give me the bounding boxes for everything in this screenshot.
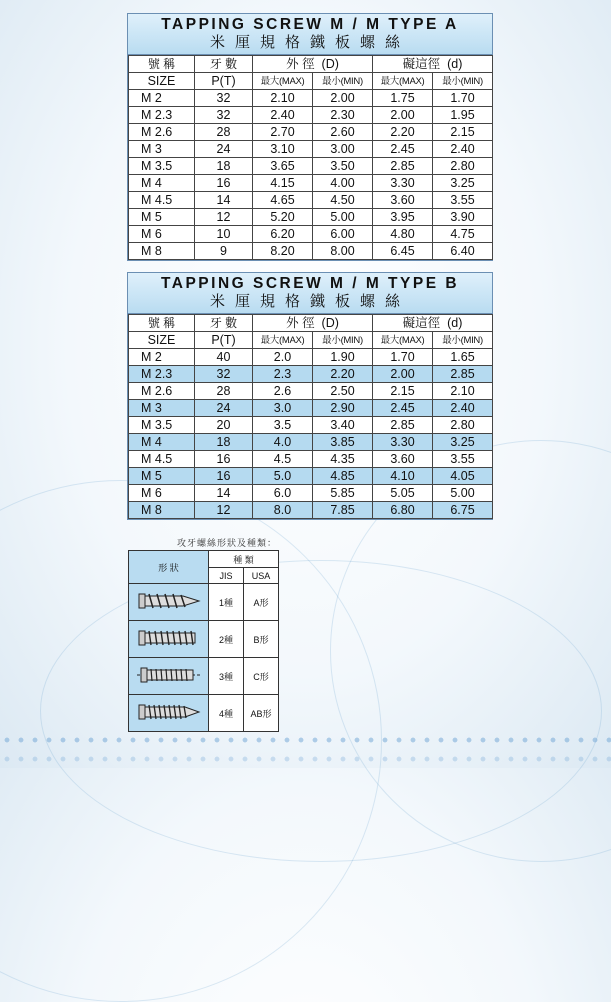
- jis-type-1: 1種: [209, 584, 244, 621]
- jis-type-4: 4種: [209, 695, 244, 732]
- size-cell: M 2.3: [129, 366, 195, 383]
- pitch-cell: 18: [195, 434, 253, 451]
- size-cell: M 4.5: [129, 192, 195, 209]
- table-row: [129, 349, 493, 366]
- pitch-cell: 32: [195, 90, 253, 107]
- size-cell: M 6: [129, 226, 195, 243]
- root-max-cell: 2.85: [373, 417, 433, 434]
- outer-max-cell: 5.0: [253, 468, 313, 485]
- screw-type-1-cell: [129, 584, 209, 621]
- size-header-zh: 號 稱: [129, 56, 195, 73]
- shape-header-row-1: [129, 551, 279, 568]
- type-a-table: [128, 55, 493, 260]
- root-max-cell: 4.80: [373, 226, 433, 243]
- root-min-cell: 1.70: [433, 90, 493, 107]
- type-a-title-en: TAPPING SCREW M / M TYPE A: [161, 16, 459, 33]
- table-row: [129, 383, 493, 400]
- pitch-cell: 24: [195, 400, 253, 417]
- root-min-cell: 2.85: [433, 366, 493, 383]
- pitch-header-en: P(T): [195, 73, 253, 90]
- size-cell: M 8: [129, 243, 195, 260]
- root-max-cell: 2.45: [373, 141, 433, 158]
- outer-min-header: 最小(MIN): [313, 332, 373, 349]
- type-a-title-block: [128, 14, 492, 55]
- root-max-cell: 2.00: [373, 366, 433, 383]
- root-diameter-symbol: (d): [447, 315, 463, 330]
- root-max-cell: 3.30: [373, 434, 433, 451]
- pitch-cell: 9: [195, 243, 253, 260]
- shape-note: 攻牙螺絲形狀及種類：: [177, 538, 278, 548]
- outer-min-cell: 8.00: [313, 243, 373, 260]
- outer-diameter-header: [253, 56, 373, 73]
- outer-min-cell: 6.00: [313, 226, 373, 243]
- kind-header: 種 類: [209, 551, 279, 568]
- usa-type-1: A形: [244, 584, 279, 621]
- size-cell: M 3: [129, 400, 195, 417]
- size-cell: M 5: [129, 468, 195, 485]
- table-row: [129, 226, 493, 243]
- outer-diameter-zh: 外 徑: [286, 315, 315, 330]
- pitch-cell: 28: [195, 383, 253, 400]
- outer-max-cell: 4.15: [253, 175, 313, 192]
- size-cell: M 2: [129, 90, 195, 107]
- root-min-header: 最小(MIN): [433, 332, 493, 349]
- size-cell: M 2.6: [129, 124, 195, 141]
- outer-min-cell: 2.50: [313, 383, 373, 400]
- size-cell: M 3.5: [129, 158, 195, 175]
- pitch-header-zh: 牙 數: [195, 56, 253, 73]
- header-row-2: [129, 73, 493, 90]
- size-cell: M 4.5: [129, 451, 195, 468]
- size-cell: M 5: [129, 209, 195, 226]
- outer-max-cell: 4.0: [253, 434, 313, 451]
- size-cell: M 8: [129, 502, 195, 519]
- root-max-header: 最大(MAX): [373, 73, 433, 90]
- table-row: [129, 192, 493, 209]
- outer-min-cell: 2.20: [313, 366, 373, 383]
- pitch-cell: 16: [195, 451, 253, 468]
- pitch-cell: 16: [195, 468, 253, 485]
- root-min-cell: 6.40: [433, 243, 493, 260]
- type-b-title-en: TAPPING SCREW M / M TYPE B: [160, 275, 460, 292]
- pitch-cell: 24: [195, 141, 253, 158]
- background-dots: [0, 733, 611, 747]
- root-min-cell: 5.00: [433, 485, 493, 502]
- root-diameter-zh: 礙這徑: [402, 315, 441, 330]
- screw-type-2-cell: [129, 621, 209, 658]
- root-diameter-header: [373, 56, 493, 73]
- outer-min-cell: 3.50: [313, 158, 373, 175]
- table-row: [129, 400, 493, 417]
- size-cell: M 3: [129, 141, 195, 158]
- outer-max-cell: 3.10: [253, 141, 313, 158]
- root-max-cell: 2.85: [373, 158, 433, 175]
- outer-max-cell: 2.10: [253, 90, 313, 107]
- outer-max-cell: 3.0: [253, 400, 313, 417]
- outer-min-cell: 1.90: [313, 349, 373, 366]
- pitch-cell: 32: [195, 107, 253, 124]
- type-b-table: [128, 314, 493, 519]
- root-min-cell: 4.75: [433, 226, 493, 243]
- pitch-header-zh: 牙 數: [195, 315, 253, 332]
- pitch-cell: 28: [195, 124, 253, 141]
- root-max-cell: 2.00: [373, 107, 433, 124]
- pitch-cell: 14: [195, 192, 253, 209]
- outer-max-cell: 6.20: [253, 226, 313, 243]
- table-row: [129, 243, 493, 260]
- screw-type-3-cell: [129, 658, 209, 695]
- pitch-header-en: P(T): [195, 332, 253, 349]
- table-row: [129, 468, 493, 485]
- outer-diameter-symbol: (D): [321, 315, 339, 330]
- outer-max-cell: 2.40: [253, 107, 313, 124]
- table-row: [129, 485, 493, 502]
- table-row: [129, 209, 493, 226]
- root-max-cell: 4.10: [373, 468, 433, 485]
- outer-max-cell: 2.3: [253, 366, 313, 383]
- root-max-cell: 2.20: [373, 124, 433, 141]
- size-header-en: SIZE: [129, 332, 195, 349]
- outer-min-header: 最小(MIN): [313, 73, 373, 90]
- outer-min-cell: 5.00: [313, 209, 373, 226]
- root-min-cell: 3.25: [433, 434, 493, 451]
- root-diameter-header: [373, 315, 493, 332]
- outer-min-cell: 2.90: [313, 400, 373, 417]
- pitch-cell: 12: [195, 502, 253, 519]
- root-min-cell: 4.05: [433, 468, 493, 485]
- outer-max-header: 最大(MAX): [253, 73, 313, 90]
- outer-min-cell: 7.85: [313, 502, 373, 519]
- header-row-1: [129, 315, 493, 332]
- root-min-cell: 3.25: [433, 175, 493, 192]
- outer-min-cell: 2.30: [313, 107, 373, 124]
- table-row: [129, 107, 493, 124]
- usa-type-4: AB形: [244, 695, 279, 732]
- type-a-title-zh: 米厘規格鐵板螺絲: [209, 34, 410, 51]
- size-cell: M 4: [129, 434, 195, 451]
- root-max-cell: 6.45: [373, 243, 433, 260]
- size-cell: M 3.5: [129, 417, 195, 434]
- outer-diameter-symbol: (D): [321, 56, 339, 71]
- jis-type-3: 3種: [209, 658, 244, 695]
- pitch-cell: 14: [195, 485, 253, 502]
- screw-type-2-icon: [137, 627, 201, 649]
- header-row-2: [129, 332, 493, 349]
- root-max-cell: 1.70: [373, 349, 433, 366]
- outer-max-cell: 8.20: [253, 243, 313, 260]
- root-max-cell: 3.95: [373, 209, 433, 226]
- outer-diameter-zh: 外 徑: [286, 56, 315, 71]
- jis-type-2: 2種: [209, 621, 244, 658]
- root-max-cell: 5.05: [373, 485, 433, 502]
- root-diameter-symbol: (d): [447, 56, 463, 71]
- outer-min-cell: 2.00: [313, 90, 373, 107]
- root-min-cell: 1.95: [433, 107, 493, 124]
- pitch-cell: 16: [195, 175, 253, 192]
- usa-type-2: B形: [244, 621, 279, 658]
- pitch-cell: 40: [195, 349, 253, 366]
- pitch-cell: 10: [195, 226, 253, 243]
- root-max-header: 最大(MAX): [373, 332, 433, 349]
- table-row: [129, 124, 493, 141]
- outer-min-cell: 4.35: [313, 451, 373, 468]
- outer-max-cell: 2.6: [253, 383, 313, 400]
- pitch-cell: 20: [195, 417, 253, 434]
- root-min-cell: 2.80: [433, 417, 493, 434]
- outer-max-cell: 4.65: [253, 192, 313, 209]
- pitch-cell: 32: [195, 366, 253, 383]
- screw-type-4-cell: [129, 695, 209, 732]
- outer-max-cell: 4.5: [253, 451, 313, 468]
- outer-min-cell: 4.50: [313, 192, 373, 209]
- jis-header: JIS: [209, 568, 244, 584]
- root-max-cell: 2.15: [373, 383, 433, 400]
- outer-min-cell: 3.85: [313, 434, 373, 451]
- root-min-cell: 2.10: [433, 383, 493, 400]
- type-b-title-zh: 米厘規格鐵板螺絲: [209, 293, 410, 310]
- table-row: [129, 417, 493, 434]
- root-min-cell: 3.90: [433, 209, 493, 226]
- root-max-cell: 3.30: [373, 175, 433, 192]
- root-max-cell: 3.60: [373, 451, 433, 468]
- shape-row: [129, 658, 279, 695]
- usa-header: USA: [244, 568, 279, 584]
- size-cell: M 2.6: [129, 383, 195, 400]
- table-row: [129, 90, 493, 107]
- root-max-cell: 6.80: [373, 502, 433, 519]
- shape-row: [129, 621, 279, 658]
- root-min-cell: 3.55: [433, 451, 493, 468]
- root-min-cell: 3.55: [433, 192, 493, 209]
- pitch-cell: 18: [195, 158, 253, 175]
- root-min-cell: 2.80: [433, 158, 493, 175]
- shape-header: 形 狀: [129, 551, 209, 584]
- size-header-zh: 號 稱: [129, 315, 195, 332]
- screw-type-3-icon: [137, 664, 201, 686]
- outer-max-cell: 8.0: [253, 502, 313, 519]
- outer-max-cell: 2.70: [253, 124, 313, 141]
- size-header-en: SIZE: [129, 73, 195, 90]
- outer-max-cell: 3.65: [253, 158, 313, 175]
- size-cell: M 4: [129, 175, 195, 192]
- table-row: [129, 366, 493, 383]
- outer-max-header: 最大(MAX): [253, 332, 313, 349]
- root-max-cell: 1.75: [373, 90, 433, 107]
- header-row-1: [129, 56, 493, 73]
- root-min-cell: 2.40: [433, 141, 493, 158]
- root-min-cell: 1.65: [433, 349, 493, 366]
- table-row: [129, 451, 493, 468]
- background-dots: [0, 752, 611, 766]
- outer-min-cell: 3.40: [313, 417, 373, 434]
- root-min-cell: 2.40: [433, 400, 493, 417]
- size-cell: M 2.3: [129, 107, 195, 124]
- root-min-header: 最小(MIN): [433, 73, 493, 90]
- outer-diameter-header: [253, 315, 373, 332]
- size-cell: M 6: [129, 485, 195, 502]
- type-b-title-block: [128, 273, 492, 314]
- outer-max-cell: 6.0: [253, 485, 313, 502]
- outer-max-cell: 5.20: [253, 209, 313, 226]
- usa-type-3: C形: [244, 658, 279, 695]
- type-b-panel: [127, 272, 493, 520]
- root-min-cell: 2.15: [433, 124, 493, 141]
- outer-min-cell: 4.00: [313, 175, 373, 192]
- type-a-panel: [127, 13, 493, 261]
- outer-min-cell: 5.85: [313, 485, 373, 502]
- root-min-cell: 6.75: [433, 502, 493, 519]
- shape-row: [129, 695, 279, 732]
- pitch-cell: 12: [195, 209, 253, 226]
- root-max-cell: 3.60: [373, 192, 433, 209]
- shape-row: [129, 584, 279, 621]
- outer-min-cell: 4.85: [313, 468, 373, 485]
- outer-min-cell: 2.60: [313, 124, 373, 141]
- table-row: [129, 502, 493, 519]
- shape-table: [128, 550, 279, 732]
- table-row: [129, 141, 493, 158]
- table-row: [129, 175, 493, 192]
- size-cell: M 2: [129, 349, 195, 366]
- outer-max-cell: 2.0: [253, 349, 313, 366]
- background-arc: [40, 560, 602, 862]
- table-row: [129, 434, 493, 451]
- screw-type-4-icon: [137, 701, 201, 723]
- screw-type-1-icon: [137, 590, 201, 612]
- outer-min-cell: 3.00: [313, 141, 373, 158]
- table-row: [129, 158, 493, 175]
- root-max-cell: 2.45: [373, 400, 433, 417]
- outer-max-cell: 3.5: [253, 417, 313, 434]
- root-diameter-zh: 礙這徑: [402, 56, 441, 71]
